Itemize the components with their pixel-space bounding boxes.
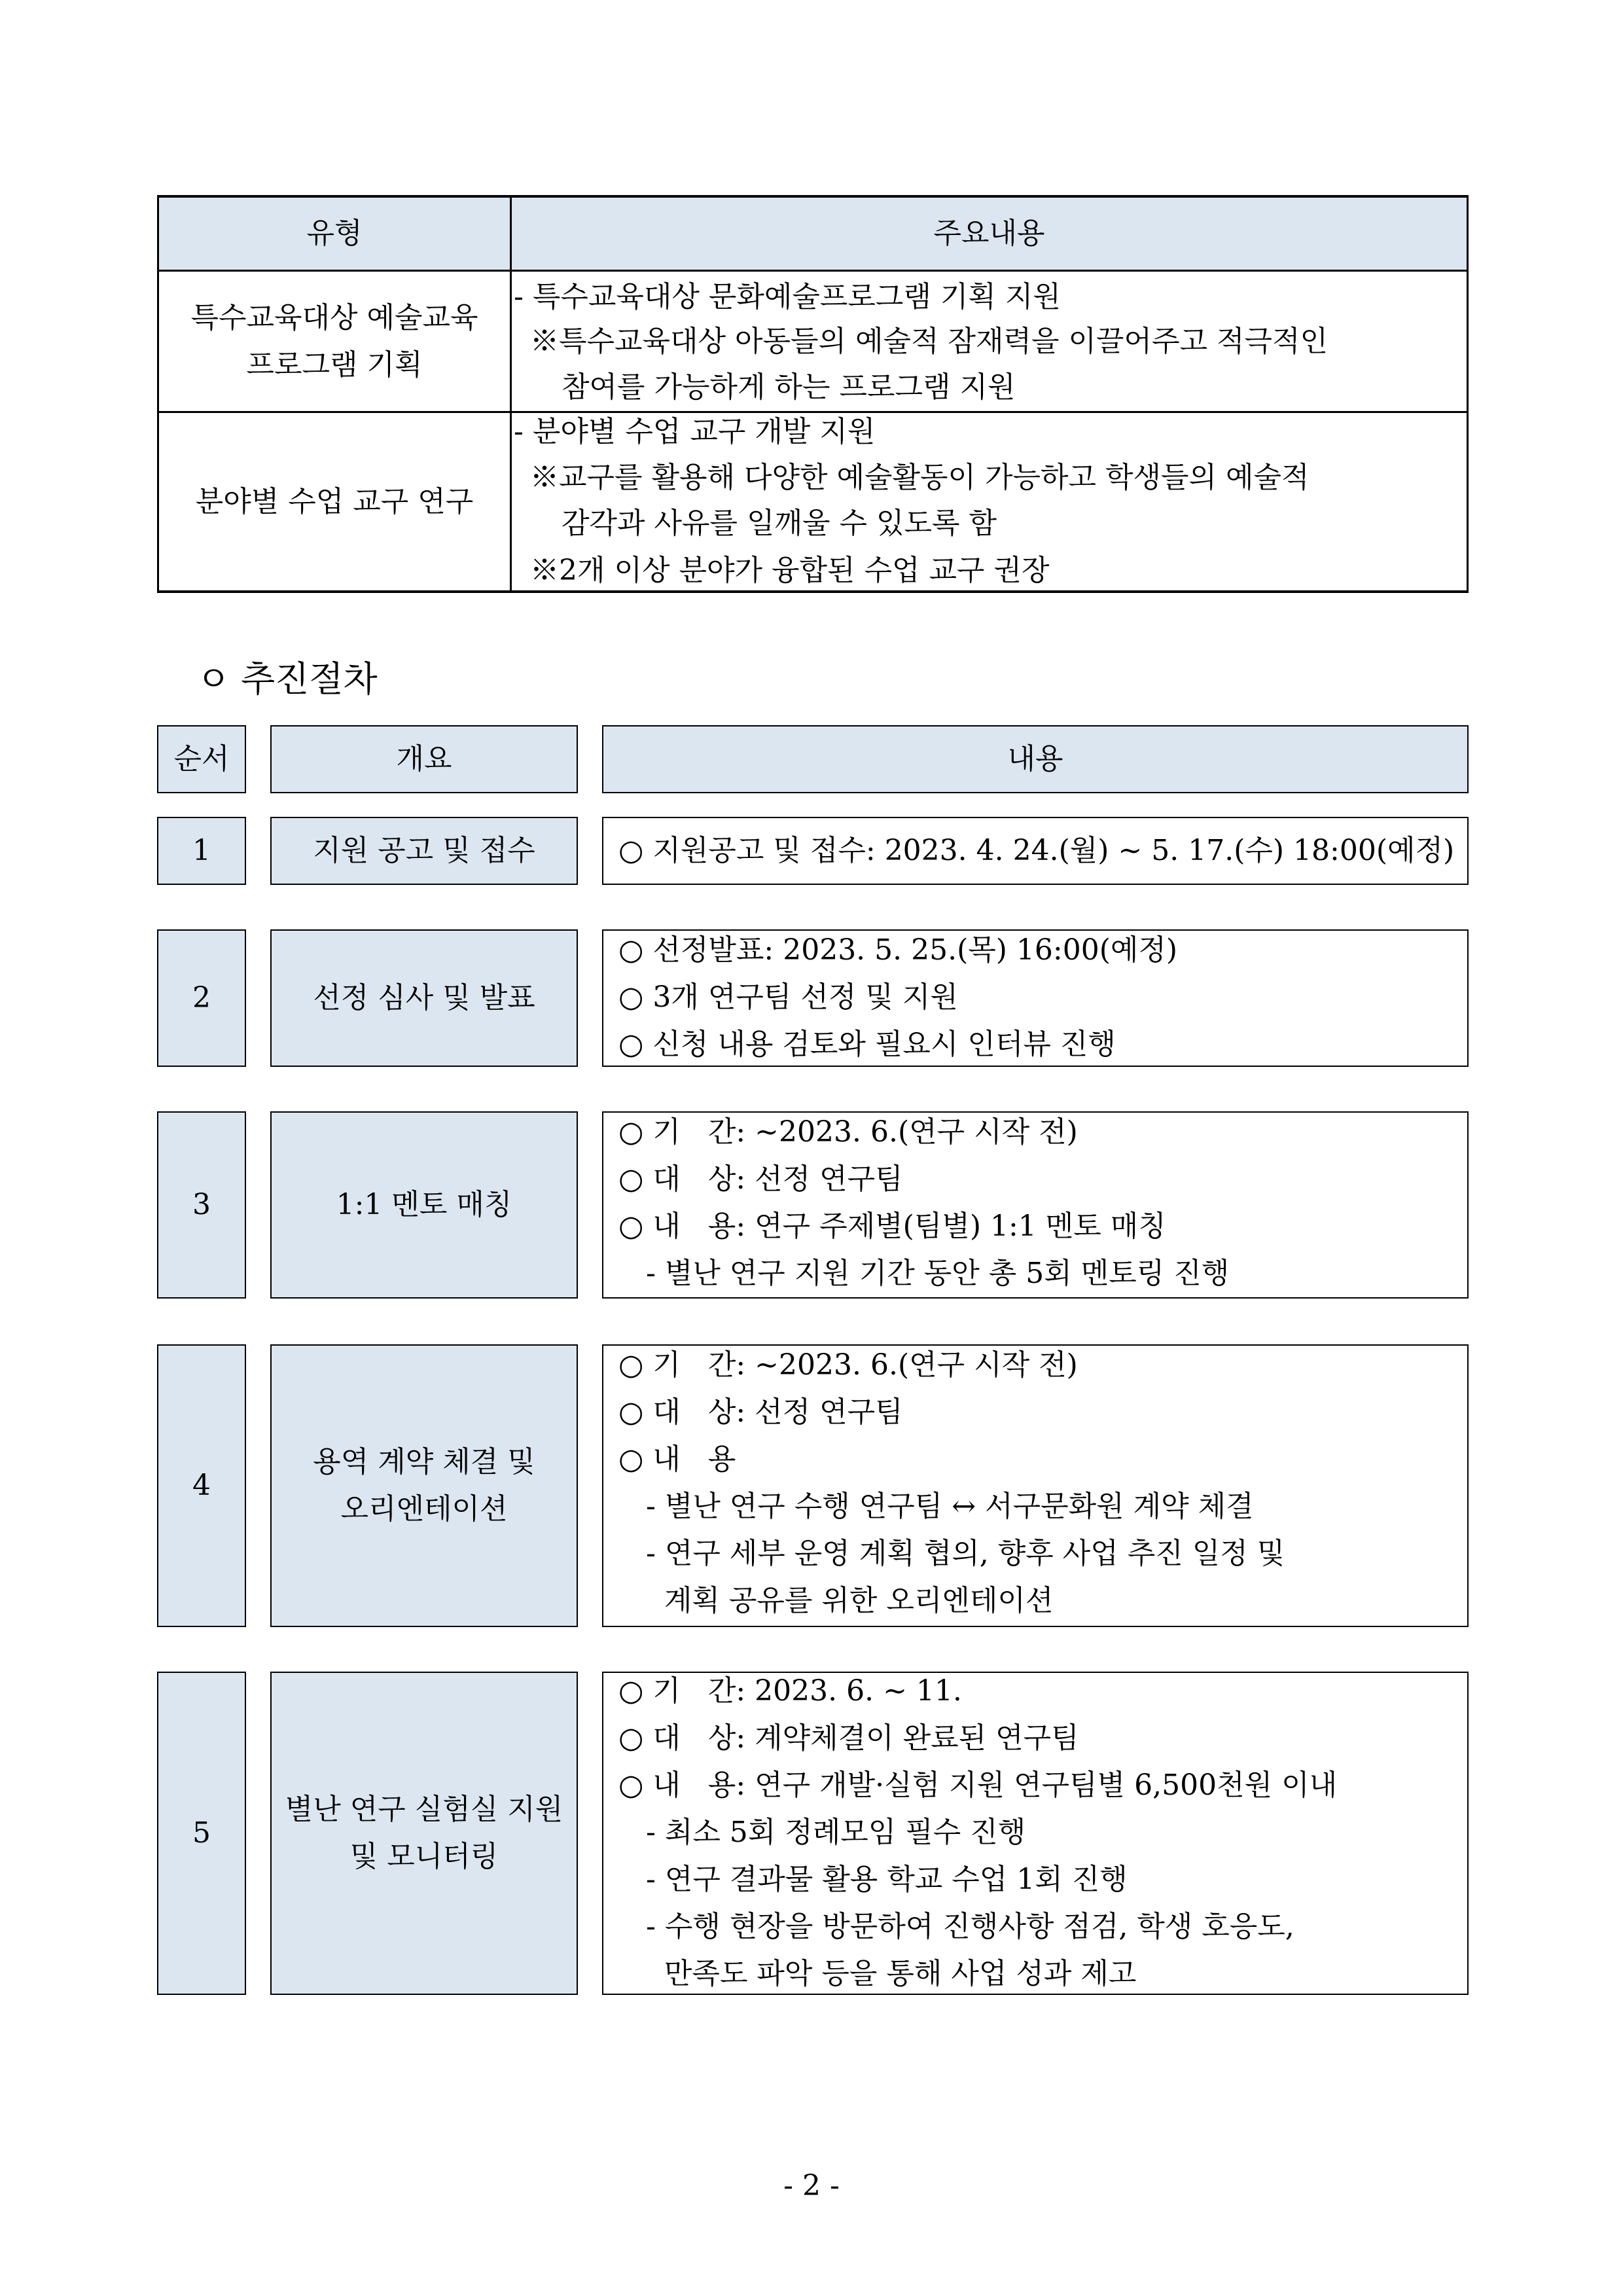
content-line: ○ 신청 내용 검토와 필요시 인터뷰 진행 [618, 1028, 1116, 1061]
header-content: 내용 [1007, 742, 1063, 776]
step-number: 3 [192, 1188, 211, 1221]
content-line: ○ 대 상: 계약체결이 완료된 연구팀 [618, 1721, 1079, 1755]
type-line: 특수교육대상 예술교육 [190, 300, 478, 334]
content-line: 계획 공유를 위한 오리엔테이션 [618, 1584, 1054, 1617]
content-line: ○ 기 간: ~2023. 6.(연구 시작 전) [618, 1348, 1078, 1382]
step-number: 1 [192, 834, 211, 867]
content-line: ※특수교육대상 아동들의 예술적 잠재력을 이끌어주고 적극적인 [530, 325, 1329, 358]
type-line: 분야별 수업 교구 연구 [195, 484, 474, 518]
content-line: - 별난 연구 지원 기간 동안 총 5회 멘토링 진행 [618, 1257, 1230, 1290]
content-line: ○ 3개 연구팀 선정 및 지원 [618, 980, 958, 1014]
content-line: - 연구 결과물 활용 학교 수업 1회 진행 [618, 1863, 1128, 1896]
content-line: 감각과 사유를 일깨울 수 있도록 함 [562, 507, 997, 540]
header-order: 순서 [173, 742, 230, 776]
step-summary [270, 817, 578, 885]
content-line: ○ 기 간: 2023. 6. ~ 11. [618, 1674, 962, 1708]
summary-line: 및 모니터링 [349, 1840, 499, 1873]
content-line: - 수행 현장을 방문하여 진행사항 점검, 학생 호응도, [618, 1910, 1294, 1943]
content-line: - 특수교육대상 문화예술프로그램 기획 지원 [514, 280, 1061, 314]
content-line: ○ 대 상: 선정 연구팀 [618, 1395, 903, 1429]
summary-line: 지원 공고 및 접수 [313, 834, 535, 867]
content-line: ○ 지원공고 및 접수: 2023. 4. 24.(월) ~ 5. 17.(수) 18:00(예정) [618, 834, 1455, 867]
summary-line: 오리엔테이션 [340, 1492, 508, 1526]
type-line: 프로그램 기획 [246, 348, 423, 382]
section-bullet: ㅇ [196, 658, 231, 700]
content-line: ○ 대 상: 선정 연구팀 [618, 1162, 903, 1196]
header-type: 유형 [306, 217, 363, 250]
content-line: ○ 기 간: ~2023. 6.(연구 시작 전) [618, 1115, 1078, 1149]
content-line: ○ 내 용: 연구 개발·실험 지원 연구팀별 6,500천원 이내 [618, 1768, 1338, 1802]
step-number: 2 [192, 981, 211, 1014]
type-cell-teaching-tools [159, 413, 510, 590]
type-cell-special-education [159, 272, 510, 411]
content-line: - 최소 5회 정례모임 필수 진행 [618, 1816, 1026, 1849]
content-line: ○ 내 용: 연구 주제별(팀별) 1:1 멘토 매칭 [618, 1210, 1166, 1243]
content-line: ※교구를 활용해 다양한 예술활동이 가능하고 학생들의 예술적 [530, 461, 1310, 494]
content-line: ○ 선정발표: 2023. 5. 25.(목) 16:00(예정) [618, 933, 1178, 967]
summary-line: 선정 심사 및 발표 [313, 981, 535, 1014]
section-title: 추진절차 [241, 658, 378, 700]
content-line: ※2개 이상 분야가 융합된 수업 교구 권장 [530, 554, 1050, 587]
step-summary [270, 1344, 578, 1627]
step-number: 5 [192, 1816, 211, 1850]
content-line: - 별난 연구 수행 연구팀 ↔ 서구문화원 계약 체결 [618, 1490, 1254, 1523]
step-number: 4 [192, 1469, 211, 1502]
content-line: ○ 내 용 [618, 1443, 736, 1476]
summary-line: 별난 연구 실험실 지원 [285, 1793, 563, 1826]
content-line: 참여를 가능하게 하는 프로그램 지원 [562, 370, 1016, 404]
summary-line: 용역 계약 체결 및 [313, 1445, 535, 1479]
step-summary [270, 929, 578, 1067]
summary-line: 1:1 멘토 매칭 [336, 1188, 512, 1221]
header-main-content: 주요내용 [933, 217, 1045, 250]
content-line: 만족도 파악 등을 통해 사업 성과 제고 [618, 1957, 1137, 1990]
header-summary: 개요 [396, 742, 452, 776]
step-summary [270, 1111, 578, 1299]
content-line: - 연구 세부 운영 계획 협의, 향후 사업 추진 일정 및 [618, 1537, 1285, 1570]
step-summary [270, 1672, 578, 1995]
page-number: - 2 - [783, 2169, 840, 2202]
content-line: - 분야별 수업 교구 개발 지원 [514, 415, 876, 448]
